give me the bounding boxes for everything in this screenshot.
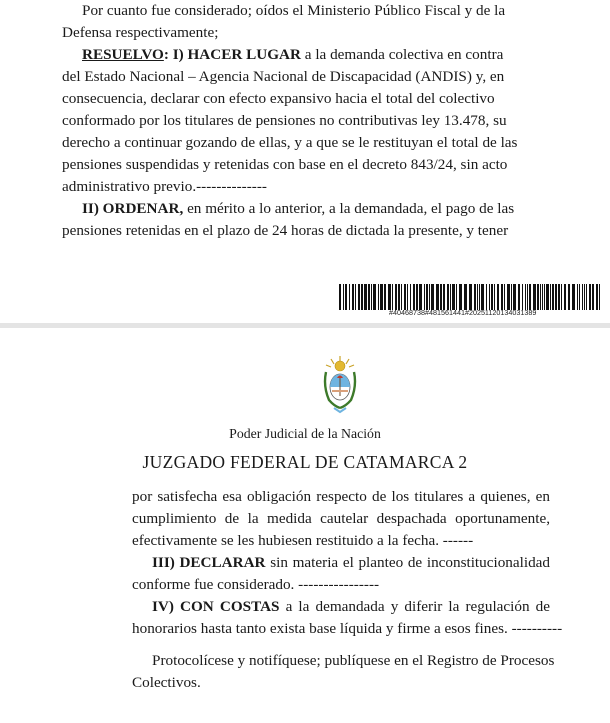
text-fragment: a la demandada y diferir la regulación de	[285, 598, 550, 615]
costas-heading: IV) CON COSTAS	[152, 598, 280, 615]
resuelvo-heading: RESUELVO	[82, 46, 164, 63]
court-name: JUZGADO FEDERAL DE CATAMARCA 2	[142, 452, 468, 472]
ordenar-line	[82, 198, 515, 220]
text-fragment: sin materia el planteo de inconstitucionalidad	[270, 554, 551, 571]
declarar-line	[152, 552, 550, 574]
barcode	[339, 284, 602, 310]
document-page-1	[0, 0, 610, 323]
text-line: conforme fue considerado. ----------------	[132, 576, 380, 593]
barcode-number: #40468738#481561441#20251120134031389	[389, 308, 537, 317]
declarar-heading: III) DECLARAR	[152, 554, 266, 571]
text-line: conformado por los titulares de pensiones no contributivas ley 13.478, su	[62, 112, 507, 129]
text-line: derecho a continuar gozando de ellas, y a que se le restituyan el total de las	[62, 134, 518, 151]
costas-line	[152, 596, 550, 618]
institution-name: Poder Judicial de la Nación	[229, 426, 381, 441]
text-line: Por cuanto fue considerado; oídos el Ministerio Público Fiscal y de la	[82, 2, 506, 19]
text-line: Colectivos.	[132, 674, 201, 691]
resolution-line	[82, 44, 504, 66]
text-line: Protocolícese y notifíquese; publíquese en el Registro de Procesos	[152, 652, 555, 669]
ordenar-heading: II) ORDENAR,	[82, 200, 184, 217]
text-fragment: a la demanda colectiva en contra	[304, 46, 504, 63]
text-line: cumplimiento de la medida cautelar despachada oportunamente,	[132, 510, 550, 527]
text-line: administrativo previo.--------------	[62, 178, 267, 195]
text-line: pensiones retenidas en el plazo de 24 horas de dictada la presente, y tener	[62, 222, 509, 239]
text-line: del Estado Nacional – Agencia Nacional de Discapacidad (ANDIS) y, en	[62, 68, 505, 85]
hacer-lugar-label: : I) HACER LUGAR	[163, 46, 301, 63]
text-line: honorarios hasta tanto exista base líquida y firme a esos fines. ----------	[132, 620, 563, 637]
text-fragment: en mérito a lo anterior, a la demandada, el pago de las	[187, 200, 515, 217]
national-coat-of-arms-icon	[320, 354, 360, 414]
text-line: Defensa respectivamente;	[62, 24, 219, 41]
text-line: efectivamente se les hubiesen restituido a la fecha. ------	[132, 532, 474, 549]
text-line: consecuencia, declarar con efecto expansivo hacia el total del colectivo	[62, 90, 495, 107]
text-line: por satisfecha esa obligación respecto de los titulares a quienes, en	[132, 488, 550, 505]
document-page-2	[0, 328, 610, 723]
text-line: pensiones suspendidas y retenidas con base en el decreto 843/24, sin acto	[62, 156, 508, 173]
